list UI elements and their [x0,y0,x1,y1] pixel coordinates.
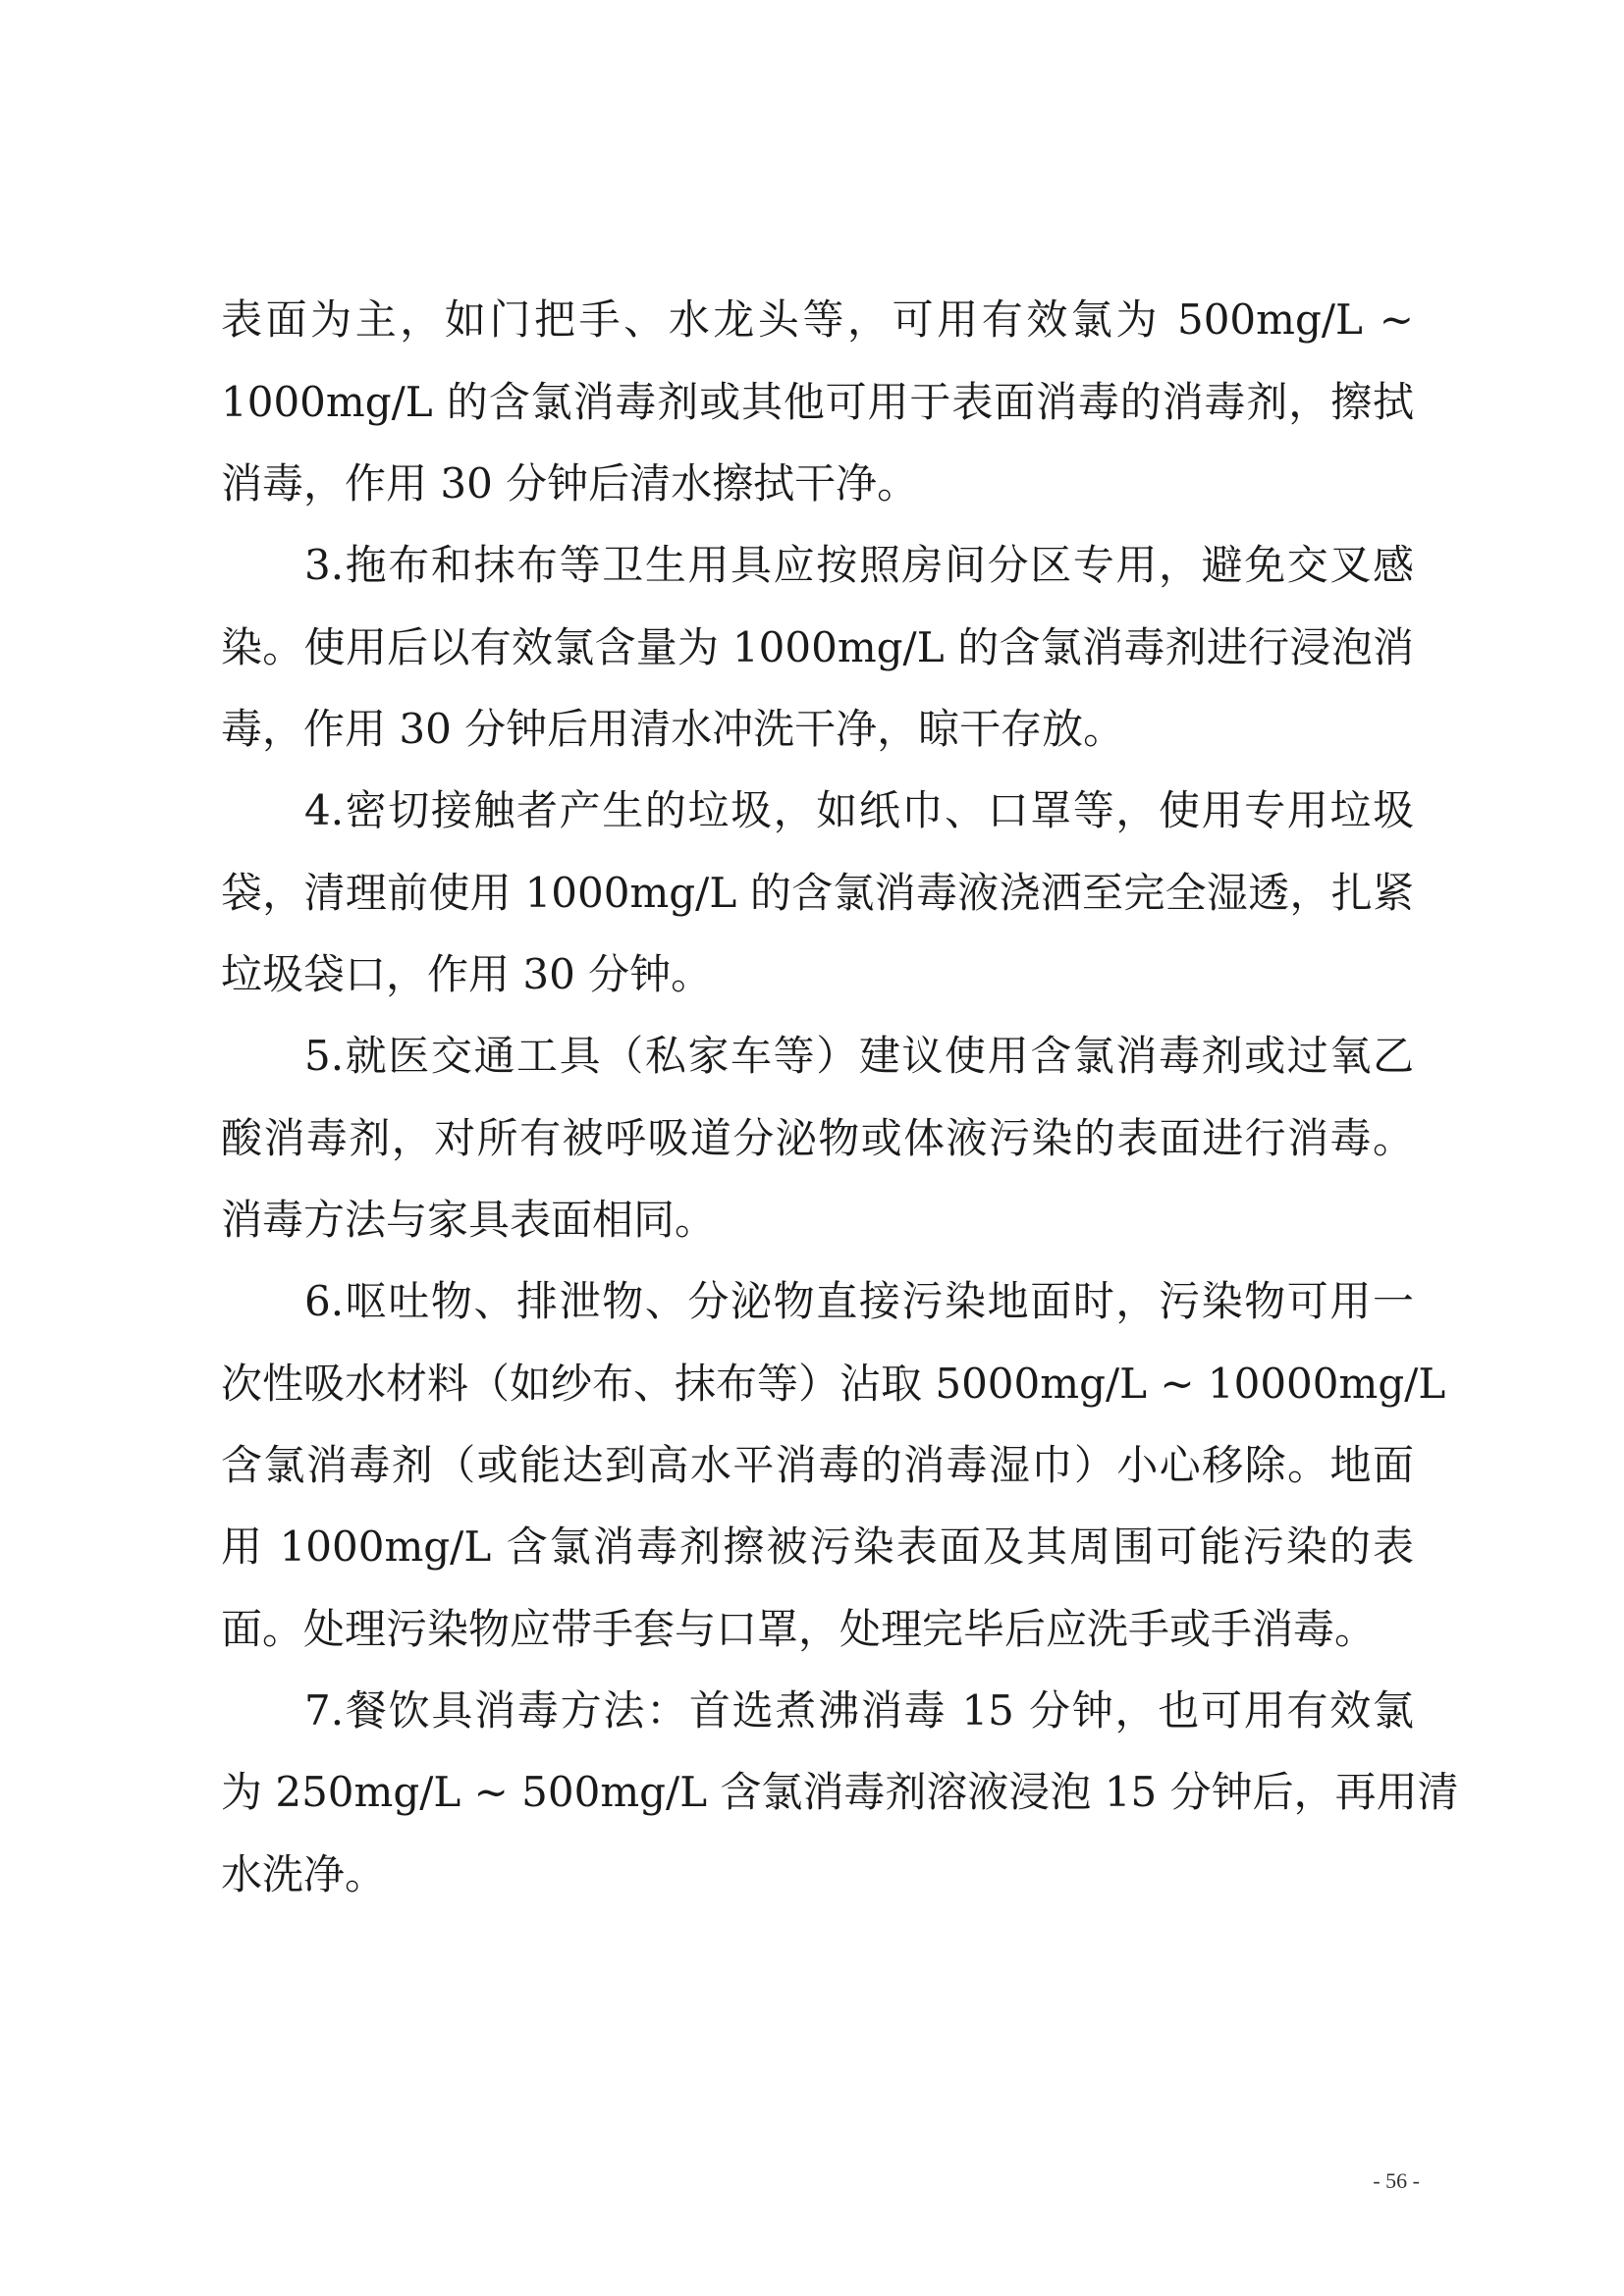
text-line: 为 250mg/L ~ 500mg/L 含氯消毒剂溶液浸泡 15 分钟后，再用清 [221,1768,1459,1816]
text-line: 含氯消毒剂（或能达到高水平消毒的消毒湿巾）小心移除。地面 [221,1441,1414,1489]
text-line: 消毒，作用 30 分钟后清水擦拭干净。 [221,459,919,507]
text-line: 面。处理污染物应带手套与口罩，处理完毕后应洗手或手消毒。 [221,1605,1377,1653]
text-line: 水洗净。 [221,1850,387,1898]
text-line: 7.餐饮具消毒方法：首选煮沸消毒 15 分钟，也可用有效氯 [304,1686,1414,1735]
text-line: 6.呕吐物、排泄物、分泌物直接污染地面时，污染物可用一 [304,1277,1414,1325]
text-line: 表面为主，如门把手、水龙头等，可用有效氯为 500mg/L ~ [221,295,1414,344]
text-line: 4.密切接触者产生的垃圾，如纸巾、口罩等，使用专用垃圾 [304,786,1414,834]
text-line: 次性吸水材料（如纱布、抹布等）沾取 5000mg/L ~ 10000mg/L [221,1360,1446,1408]
text-line: 袋，清理前使用 1000mg/L 的含氯消毒液浇洒至完全湿透，扎紧 [221,869,1414,917]
text-line: 酸消毒剂，对所有被呼吸道分泌物或体液污染的表面进行消毒。 [221,1114,1414,1162]
text-line: 染。使用后以有效氯含量为 1000mg/L 的含氯消毒剂进行浸泡消 [221,623,1414,671]
page-number: - 56 - [1373,2168,1420,2193]
text-line: 5.就医交通工具（私家车等）建议使用含氯消毒剂或过氧乙 [304,1032,1414,1080]
text-line: 3.拖布和抹布等卫生用具应按照房间分区专用，避免交叉感 [304,541,1414,589]
text-line: 用 1000mg/L 含氯消毒剂擦被污染表面及其周围可能污染的表 [221,1522,1414,1571]
text-line: 消毒方法与家具表面相同。 [221,1196,717,1244]
text-line: 毒，作用 30 分钟后用清水冲洗干净，晾干存放。 [221,705,1125,753]
text-line: 垃圾袋口，作用 30 分钟。 [221,950,713,998]
text-line: 1000mg/L 的含氯消毒剂或其他可用于表面消毒的消毒剂，擦拭 [221,378,1414,426]
